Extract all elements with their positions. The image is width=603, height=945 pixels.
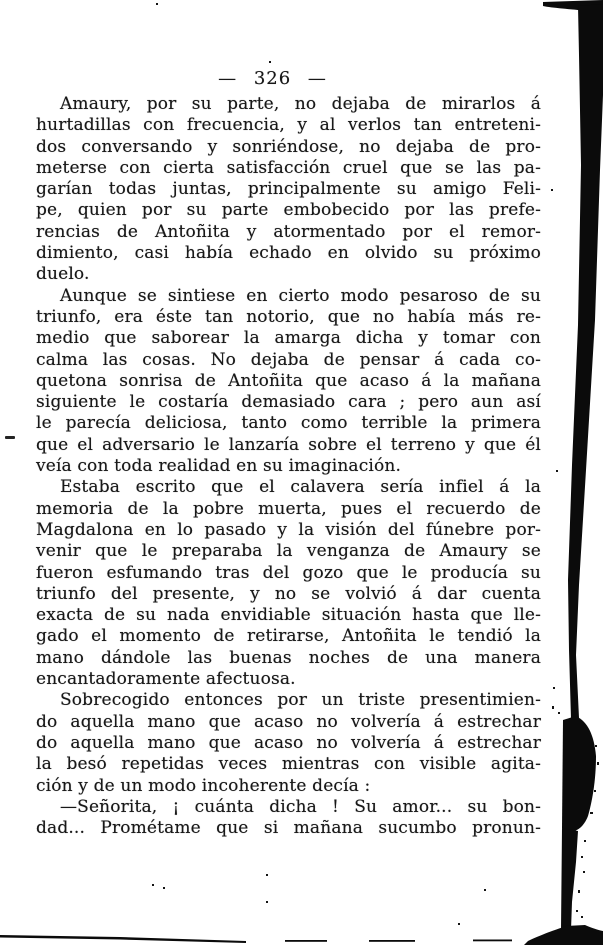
text-line: le parecía deliciosa, tanto como terrible la primera [36, 413, 541, 434]
scan-artifact-bulge [562, 716, 596, 831]
text-line: do aquella mano que acaso no volvería á estrechar [36, 711, 541, 732]
text-line: garían todas juntas, principalmente su amigo Feli- [36, 179, 541, 200]
text-line: encantadoramente afectuosa. [36, 669, 296, 690]
text-line: meterse con cierta satisfacción cruel que se las pa- [36, 157, 541, 178]
text-line: rencias de Antoñita y atormentado por el remor- [36, 221, 541, 242]
scan-artifact-bottom-line [285, 940, 327, 942]
text-line: dad... Prométame que si mañana sucumbo pronun- [36, 818, 541, 839]
scan-artifact-bottom-line [473, 940, 512, 942]
text-line: siguiente le costaría demasiado cara ; pero aun así [36, 392, 541, 413]
text-line: exacta de su nada envidiable situación hasta que lle- [36, 605, 541, 626]
scan-artifact-top-cap [543, 0, 603, 13]
text-line: veía con toda realidad en su imaginación. [36, 456, 402, 477]
text-line: Aunque se sintiese en cierto modo pesaroso de su [60, 285, 541, 306]
text-line: do aquella mano que acaso no volvería á estrechar [36, 732, 541, 753]
text-line: venir que le preparaba la venganza de Amaury se [36, 541, 541, 562]
text-line: Amaury, por su parte, no dejaba de mirarlos á [60, 94, 541, 114]
text-line: Estaba escrito que el calavera sería infiel á la [60, 477, 541, 498]
text-line: hurtadillas con frecuencia, y al verlos tan entreteni- [36, 115, 541, 136]
text-line: duelo. [36, 264, 90, 285]
text-line: triunfo, era éste tan notorio, que no había más re- [36, 306, 541, 327]
text-line: memoria de la pobre muerta, pues el recuerdo de [36, 498, 541, 519]
text-line: gado el momento de retirarse, Antoñita le tendió la [36, 626, 541, 647]
text-line: quetona sonrisa de Antoñita que acaso á la mañana [36, 370, 541, 391]
text-line: la besó repetidas veces mientras con visible agita- [36, 754, 541, 775]
text-line: fueron esfumando tras del gozo que le producía su [36, 562, 541, 583]
text-line: Magdalona en lo pasado y la visión del fúnebre por- [36, 519, 541, 540]
page-number: — 326 — [218, 68, 327, 89]
scan-artifact-right-band [568, 4, 603, 719]
text-line: medio que saborear la amarga dicha y tomar con [36, 328, 541, 349]
text-line: triunfo del presente, y no se volvió á dar cuenta [36, 583, 541, 604]
scan-artifact-lower-band [561, 828, 578, 930]
text-line: pe, quien por su parte embobecido por las prefe- [36, 200, 541, 221]
scan-artifact-bottom-line [369, 940, 415, 942]
text-line: Sobrecogido entonces por un triste presentimien- [60, 690, 541, 711]
scan-artifact-bottom-line [0, 935, 246, 943]
text-line: calma las cosas. No dejaba de pensar á cada co- [36, 349, 541, 370]
text-line: mano dándole las buenas noches de una manera [36, 647, 541, 668]
body-text [36, 94, 541, 839]
text-line: ción y de un modo incoherente decía : [36, 775, 371, 796]
text-line: dimiento, casi había echado en olvido su próximo [36, 243, 541, 264]
text-line: dos conversando y sonriéndose, no dejaba de pro- [36, 136, 541, 157]
text-line: que el adversario le lanzaría sobre el terreno y que él [36, 434, 541, 455]
text-line: —Señorita, ¡ cuánta dicha ! Su amor... su bon- [60, 796, 541, 817]
margin-mark [5, 436, 15, 439]
scan-artifact-bottom-flare [524, 925, 603, 945]
